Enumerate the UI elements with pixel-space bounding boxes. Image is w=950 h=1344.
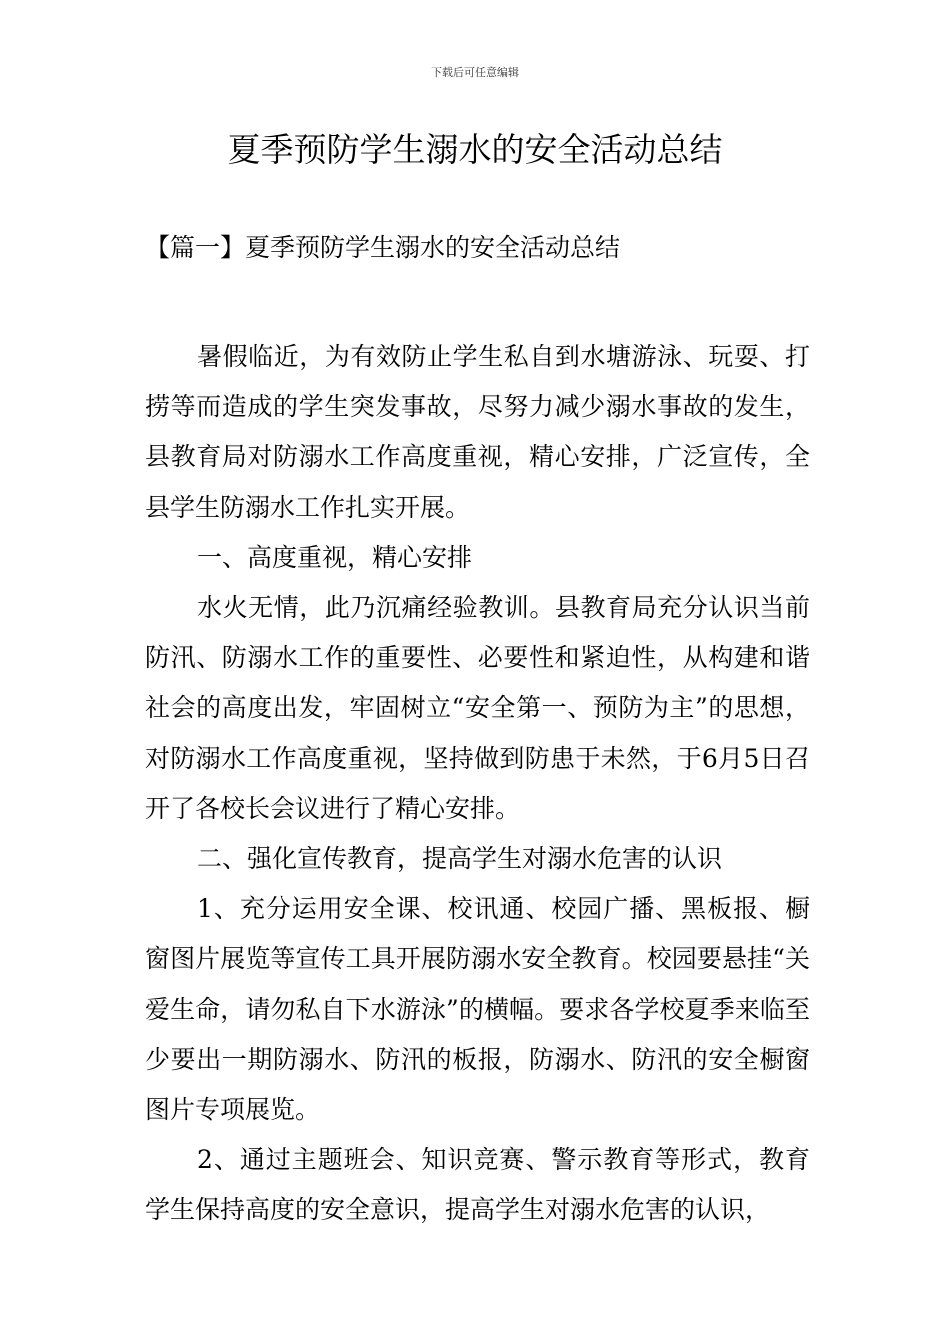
paragraph-section-1: 水火无情，此乃沉痛经验教训。县教育局充分认识当前防汛、防溺水工作的重要性、必要性和紧迫性，从构建和谐社会的高度出发，牢固树立“安全第一、预防为主”的思想，对防溺水工作高度重视，坚持做到防患于未然，于6月5日召开了各校长会议进行了精心安排。 xyxy=(145,593,810,823)
header-note: 下载后可任意编辑 xyxy=(431,66,519,79)
section-heading: 【篇一】夏季预防学生溺水的安全活动总结 xyxy=(145,233,621,262)
paragraph-intro: 暑假临近，为有效防止学生私自到水塘游泳、玩耍、打捞等而造成的学生突发事故，尽努力减少溺水事故的发生，县教育局对防溺水工作高度重视，精心安排，广泛宣传，全县学生防溺水工作扎实开展。 xyxy=(145,342,810,522)
paragraph-heading-1: 一、高度重视，精心安排 xyxy=(197,542,473,572)
paragraph-item-2: 2、通过主题班会、知识竞赛、警示教育等形式，教育学生保持高度的安全意识，提高学生对溺水危害的认识， xyxy=(145,1145,810,1225)
document-title: 夏季预防学生溺水的安全活动总结 xyxy=(227,130,723,169)
paragraph-item-1: 1、充分运用安全课、校讯通、校园广播、黑板报、橱窗图片展览等宣传工具开展防溺水安全教育。校园要悬挂“关爱生命，请勿私自下水游泳”的横幅。要求各学校夏季来临至少要出一期防溺水、防汛的板报，防溺水、防汛的安全橱窗图片专项展览。 xyxy=(145,894,810,1125)
paragraph-heading-2: 二、强化宣传教育，提高学生对溺水危害的认识 xyxy=(197,844,723,874)
body-text xyxy=(145,332,810,1236)
